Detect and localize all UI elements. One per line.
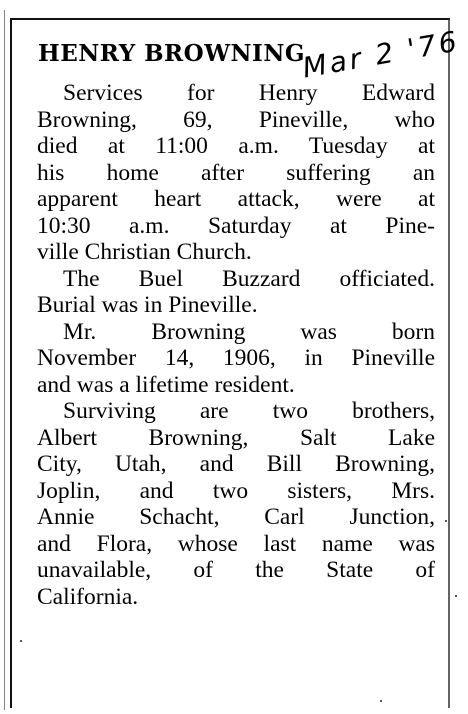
text-line: ville Christian Church.: [37, 239, 252, 265]
text-line: his home after suffering an: [37, 159, 435, 186]
scan-speck: [455, 595, 457, 597]
text-line: Albert Browning, Salt Lake: [37, 424, 435, 451]
text-line: and was a lifetime resident.: [37, 371, 295, 398]
scan-edge-line: [4, 10, 5, 710]
obituary-body: [37, 80, 435, 610]
scan-speck: [20, 640, 22, 642]
text-line: City, Utah, and Bill Browning,: [37, 451, 435, 477]
text-line: Joplin, and two sisters, Mrs.: [37, 477, 435, 504]
handwritten-date-annotation: Mar 2 '76: [300, 24, 463, 85]
text-line: 10:30 a.m. Saturday at Pine-: [37, 212, 435, 239]
text-line: unavailable, of the State of: [37, 557, 435, 583]
text-line: California.: [37, 583, 139, 610]
text-line: Annie Schacht, Carl Junction,: [37, 504, 435, 530]
obituary-headline: HENRY BROWNING: [38, 40, 305, 67]
text-line: died at 11:00 a.m. Tuesday at: [37, 133, 435, 159]
text-line: Services for Henry Edward: [63, 80, 435, 106]
clipping-right-border: [448, 18, 450, 708]
clipping-left-border: [10, 18, 12, 708]
text-line: The Buel Buzzard officiated.: [63, 265, 435, 292]
text-line: and Flora, whose last name was: [37, 530, 435, 557]
text-line: November 14, 1906, in Pineville: [37, 345, 435, 371]
clipping-top-border: [10, 18, 450, 20]
text-line: Mr. Browning was born: [63, 318, 435, 345]
scan-speck: [445, 520, 447, 522]
scan-speck: [380, 700, 382, 702]
text-line: Surviving are two brothers,: [63, 398, 435, 424]
text-line: Burial was in Pineville.: [37, 292, 258, 318]
text-line: apparent heart attack, were at: [37, 186, 435, 212]
text-line: Browning, 69, Pineville, who: [37, 106, 435, 133]
